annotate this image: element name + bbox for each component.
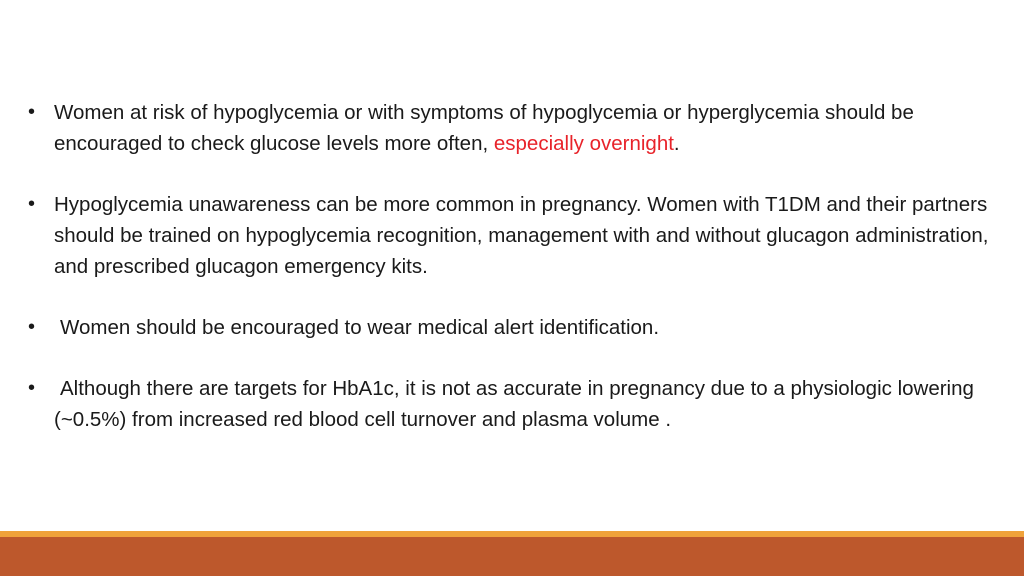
footer-bar (0, 537, 1024, 576)
bullet-marker: • (28, 377, 36, 399)
bullet-text: Women at risk of hypoglycemia or with symptoms of hypoglycemia or hyperglycemia should be encouraged to check glucose levels more often, (54, 101, 914, 155)
bullet-item-hypoglycemia-unawareness (28, 189, 1003, 282)
bullet-list (28, 97, 1003, 435)
bullet-text: Hypoglycemia unawareness can be more common in pregnancy. Women with T1DM and their partners should be trained on hypoglycemia recognition, management with and without glucagon administration, and prescribed glucagon emergency kits. (54, 193, 989, 278)
bullet-tail: . (673, 132, 680, 155)
bullet-marker: • (28, 316, 36, 338)
bullet-item-glucose-monitoring (28, 97, 1003, 159)
bullet-item-hba1c (28, 373, 1003, 435)
bullet-highlight: especially overnight (493, 132, 674, 155)
bullet-item-medical-alert (28, 312, 1003, 343)
bullet-text: Women should be encouraged to wear medical alert identification. (60, 316, 660, 339)
bullet-marker: • (28, 193, 36, 215)
bullet-text: Although there are targets for HbA1c, it is not as accurate in pregnancy due to a physiologic lowering (~0.5%) from increased red blood cell turnover and plasma volume . (54, 377, 974, 431)
bullet-marker: • (28, 101, 36, 123)
